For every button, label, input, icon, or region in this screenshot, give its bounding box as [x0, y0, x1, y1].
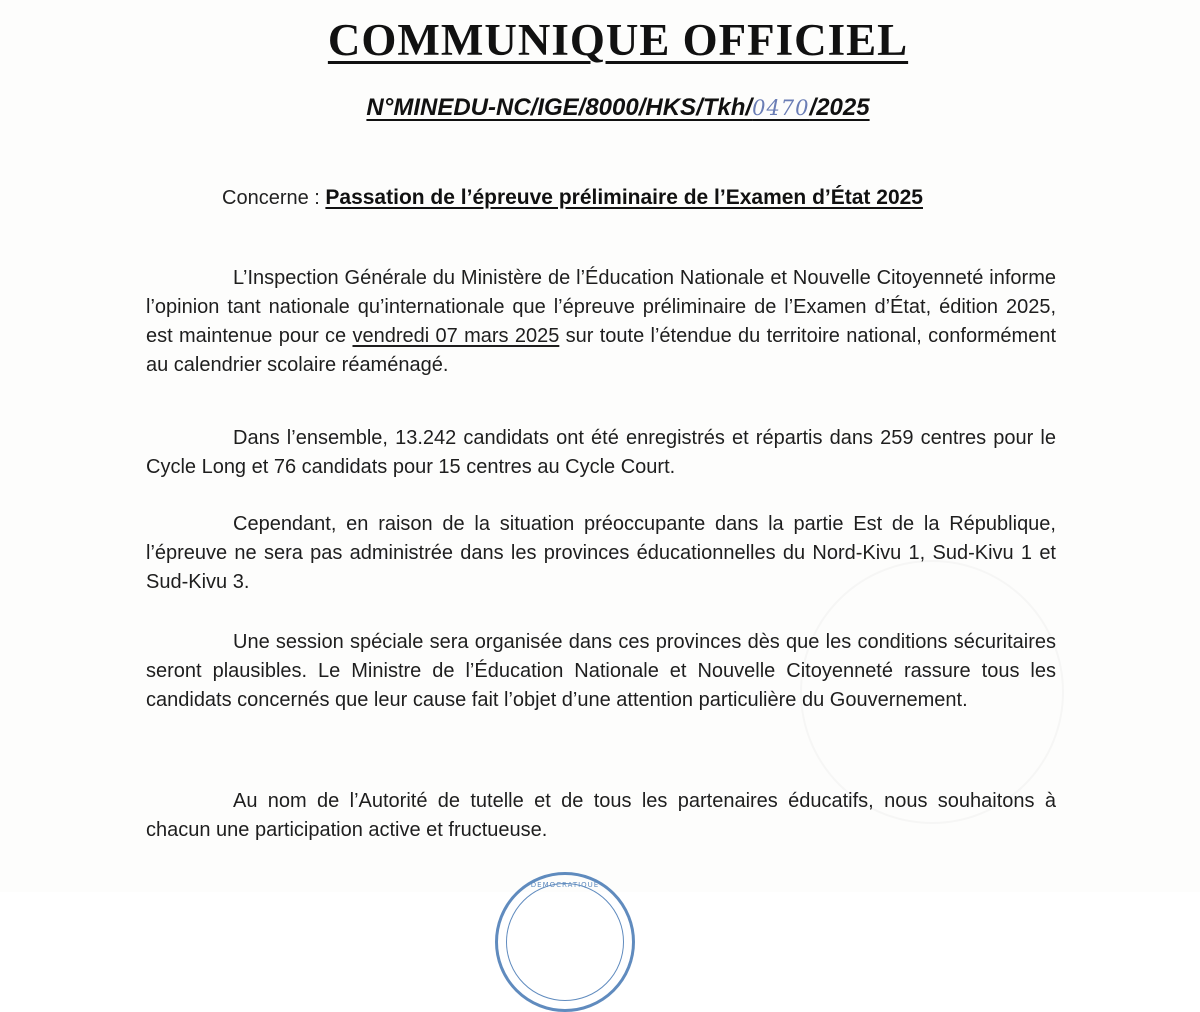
stamp-text: DEMOCRATIQUE	[530, 881, 600, 889]
subject-text: Passation de l’épreuve préliminaire de l’Examen d’État 2025	[325, 186, 923, 209]
stamp-inner-ring	[506, 883, 624, 1001]
document-title: COMMUNIQUE OFFICIEL	[327, 15, 909, 65]
reference-suffix: /2025	[809, 94, 870, 121]
official-stamp	[495, 872, 635, 1012]
handwritten-number: 0470	[752, 96, 810, 120]
paragraph-announcement	[146, 264, 1056, 380]
concerne-label: Concerne :	[222, 187, 326, 209]
paragraph-1-end: sur toute l’étendue du territoire national, conformément au calendrier scolaire réaménagé.	[146, 325, 1056, 376]
reference-prefix: N°MINEDU-NC/IGE/8000/HKS/Tkh/	[366, 94, 753, 121]
reference-number	[0, 94, 1200, 122]
subject-line	[222, 186, 923, 210]
paragraph-exclusion: Cependant, en raison de la situation préoccupante dans la partie Est de la République, l’épreuve ne sera pas administrée dans les provinces éducationnelles du Nord-Kivu 1, Sud-Kivu 1 et Sud-Kivu 3.	[146, 513, 1056, 593]
paragraph-closing: Au nom de l’Autorité de tutelle et de tous les partenaires éducatifs, nous souhaitons à chacun une participation active et fructueuse.	[146, 790, 1056, 841]
paragraph-special-session: Une session spéciale sera organisée dans ces provinces dès que les conditions sécuritaires seront plausibles. Le Ministre de l’Éducation Nationale et Nouvelle Citoyenneté rassure tous les candidats concernés que leur cause fait l’objet d’une attention particulière du Gouvernement.	[146, 631, 1056, 711]
paragraph-1-start: L’Inspection Générale du Ministère de l’Éducation Nationale et Nouvelle Citoyenneté informe l’opinion tant nationale qu’internationale que l’épreuve préliminaire de l’Examen d’État, édition 2025, est maintenue pour ce	[146, 267, 1056, 347]
paragraph-candidates: Dans l’ensemble, 13.242 candidats ont été enregistrés et répartis dans 259 centres pour le Cycle Long et 76 candidats pour 15 centres au Cycle Court.	[146, 427, 1056, 478]
exam-date: vendredi 07 mars 2025	[352, 325, 560, 347]
